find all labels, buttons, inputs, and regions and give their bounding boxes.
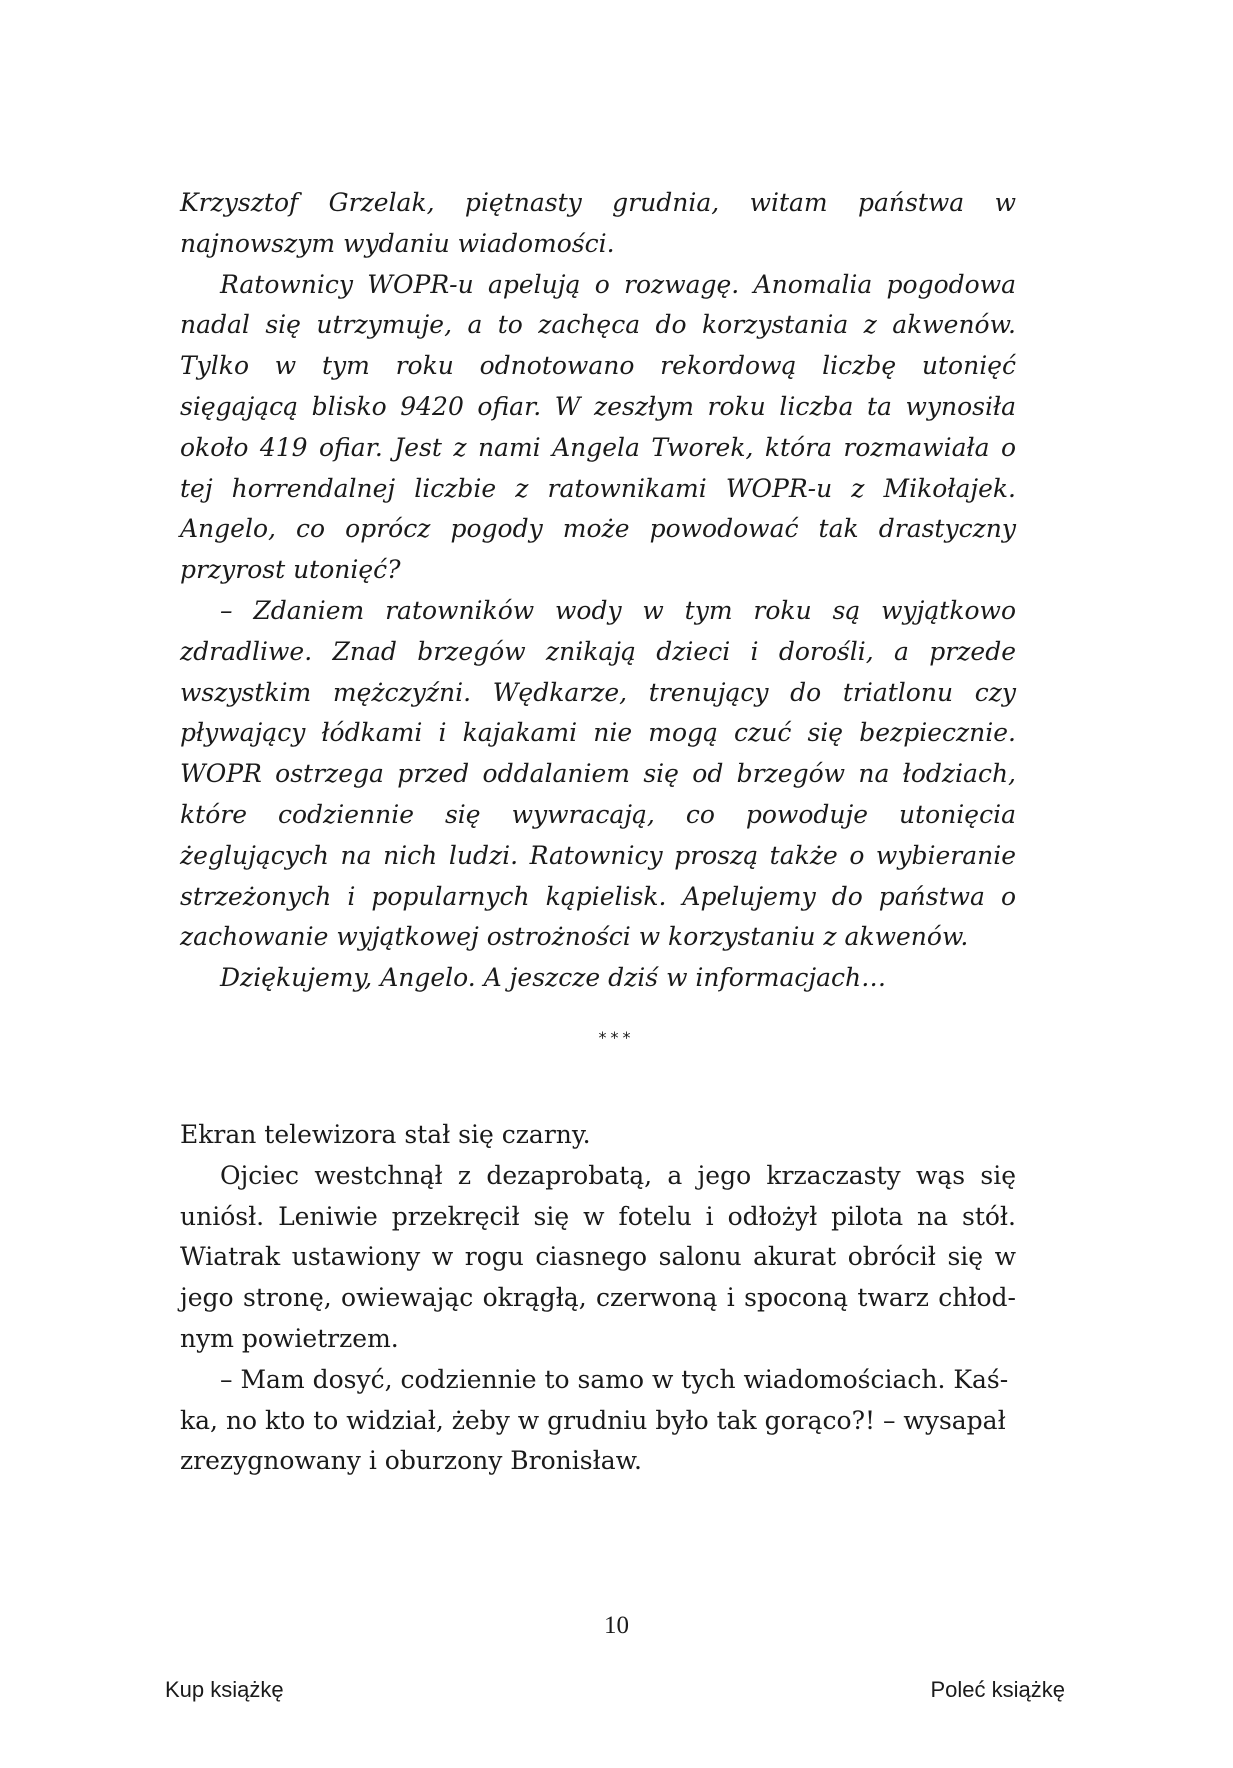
paragraph-father: Ojciec westchnął z dezaprobatą, a jego krzaczasty wąs się uniósł. Leniwie przekręcił się w fotelu i odłożył pilota na stół. Wiatrak ustawiony w rogu ciasnego salonu akurat obrócił się w jego stronę, owiewając okrągłą, czerwoną i spoconą twarz chłodnym powietrzem. <box>180 1160 1016 1353</box>
paragraph-tv-off: Ekran telewizora stał się czarny. <box>180 1120 591 1149</box>
broadcast-transcript <box>180 183 1016 999</box>
paragraph-reporter-answer: – Zdaniem ratowników wody w tym roku są wyjątkowo zdradliwe. Znad brzegów znikają dzieci i dorośli, a przede wszystkim mężczyźni. Wędkarze, trenujący do triatlonu czy pływający łódkami i kajakami nie mogą czuć się bezpiecznie. WOPR ostrzega przed oddalaniem się od brzegów na łodziach, które codziennie się wywracają, co powoduje utonięcia żeglujących na nich ludzi. Ratownicy proszą także o wybieranie strzeżonych i popularnych kąpielisk. Apelujemy do państwa o zachowanie wyjątkowej ostrożności w korzystaniu z akwenów. <box>180 595 1016 952</box>
paragraph-anchor-closing: Dziękujemy, Angelo. A jeszcze dziś w informacjach… <box>220 963 887 993</box>
paragraph-anchor-intro: Krzysztof Grzelak, piętnasty grudnia, witam państwa w najnowszym wydaniu wiadomości. <box>180 188 1016 258</box>
narrative-text <box>180 1115 1016 1482</box>
section-separator: *** <box>598 1028 635 1047</box>
recommend-book-link[interactable]: Poleć książkę <box>930 1677 1065 1702</box>
page-number: 10 <box>604 1612 629 1639</box>
paragraph-wopr-appeal: Ratownicy WOPR-u apelują o rozwagę. Anomalia pogodowa nadal się utrzymuje, a to zachęca do korzystania z akwenów. Tylko w tym roku odnotowano rekordową liczbę utonięć sięgającą blisko 9420 ofiar. W zeszłym roku liczba ta wynosiła około 419 ofiar. Jest z nami Angela Tworek, która rozmawiała o tej horrendalnej liczbie z ratownikami WOPR-u z Mikołajek. Angelo, co oprócz pogody może powodować tak drastyczny przyrost utonięć? <box>180 269 1016 585</box>
paragraph-bronislaw-quote: – Mam dosyć, codziennie to samo w tych wiadomościach. Kaśka, no kto to widział, żeby w grudniu było tak gorąco?! – wysapał zrezygnowany i oburzony Bronisław. <box>180 1364 1009 1476</box>
buy-book-link[interactable]: Kup książkę <box>165 1677 284 1702</box>
